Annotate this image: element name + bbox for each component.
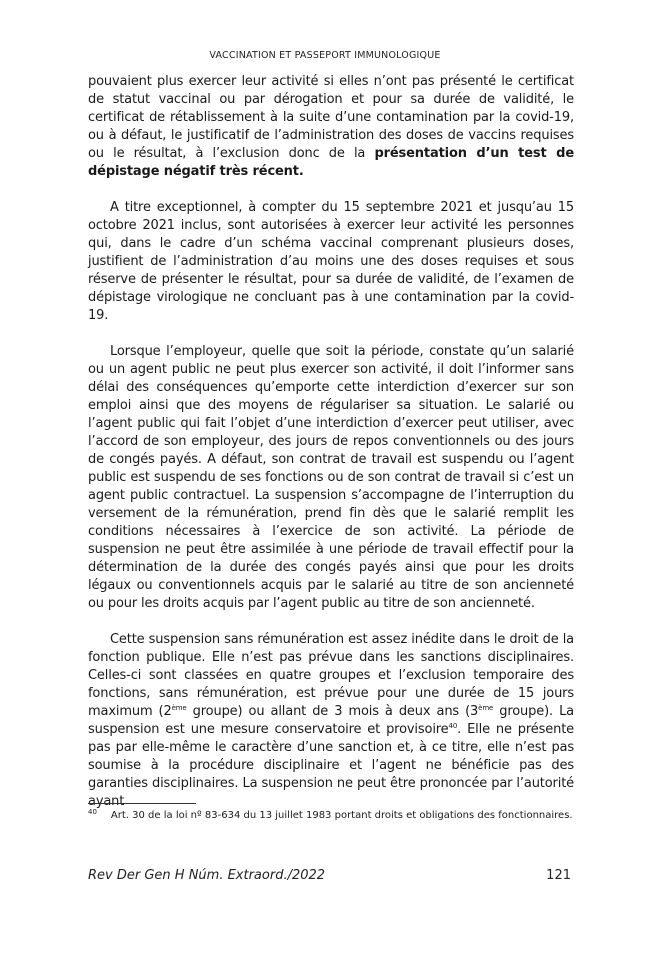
paragraph-4-part-3: groupe). La suspension est une mesure conservatoire et provisoire [88, 704, 574, 737]
footnote-number: 40 [88, 808, 97, 816]
page-number: 121 [546, 868, 571, 883]
paragraph-4 [88, 631, 574, 811]
paragraph-4-part-2: groupe) ou allant de 3 mois à deux ans (3 [186, 704, 479, 719]
paragraph-4-part-4: . Elle ne présente pas par elle-même le caractère d’une sanction et, à ce titre, elle n’est pas soumise à la procédure disciplinaire et l’agent ne bénéficie pas des garanties disciplinaires. La suspension ne peut être prononcée par l’autorité ayant [88, 722, 575, 809]
paragraph-3: Lorsque l’employeur, quelle que soit la période, constate qu’un salarié ou un agent public ne peut plus exercer son activité, il doit l’informer sans délai des conséquences qu’emporte cette interdiction d’exercer sur son emploi ainsi que des moyens de régulariser sa situation. Le salarié ou l’agent public qui fait l’objet d’une interdiction d’exercer peut utiliser, avec l’accord de son employeur, des jours de repos conventionnels ou des jours de congés payés. A défaut, son contrat de travail est suspendu ou l’agent public est suspendu de ses fonctions ou de son contrat de travail si c’est un agent public contractuel. La suspension s’accompagne de l’interruption du versement de la rémunération, prend fin dès que le salarié remplit les conditions nécessaires à l’exercice de son activité. La période de suspension ne peut être assimilée à une période de travail effectif pour la détermination de la durée des congés payés ainsi que pour les droits légaux ou conventionnels acquis par le salarié au titre de son ancienneté ou pour les droits acquis par l’agent public au titre de son ancienneté. [88, 344, 574, 611]
superscript-eme-1: ème [171, 704, 187, 712]
paragraph-1-bold: présentation d’un test de dépistage négatif très récent. [88, 146, 574, 179]
paragraph-2: A titre exceptionnel, à compter du 15 septembre 2021 et jusqu’au 15 octobre 2021 inclus, sont autorisées à exercer leur activité les personnes qui, dans le cadre d’un schéma vaccinal comprenant plusieurs doses, justifient de l’administration d’au moins une des doses requises et sous réserve de présenter le résultat, pour sa durée de validité, de l’examen de dépistage virologique ne concluant pas à une contamination par la covid-19. [88, 200, 574, 323]
footnote-reference[interactable]: 40 [448, 722, 458, 730]
footnote-divider [88, 803, 196, 804]
main-text [88, 73, 574, 811]
footer-journal-title: Rev Der Gen H Núm. Extraord./2022 [88, 868, 326, 883]
superscript-eme-2: ème [478, 704, 494, 712]
footnote [88, 808, 574, 823]
paragraph-1 [88, 73, 574, 181]
running-header: VACCINATION ET PASSEPORT IMMUNOLOGIQUE [209, 50, 441, 61]
paragraph-4-part-1: Cette suspension sans rémunération est assez inédite dans le droit de la fonction publique. Elle n’est pas prévue dans les sanctions disciplinaires. Celles-ci sont classées en quatre groupes et l’exclusion temporaire des fonctions, sans rémunération, est prévue pour une durée de 15 jours maximum (2 [88, 632, 574, 719]
paragraph-1-text: pouvaient plus exercer leur activité si elles n’ont pas présenté le certificat de statut vaccinal ou par dérogation et pour sa durée de validité, le certificat de rétablissement à la suite d’une contamination par la covid-19, ou à défaut, le justificatif de l’administration des doses de vaccins requises ou le résultat, à l’exclusion donc de la [88, 74, 574, 161]
footnote-text: Art. 30 de la loi nº 83-634 du 13 juillet 1983 portant droits et obligations des fonctionnaires. [110, 810, 573, 821]
